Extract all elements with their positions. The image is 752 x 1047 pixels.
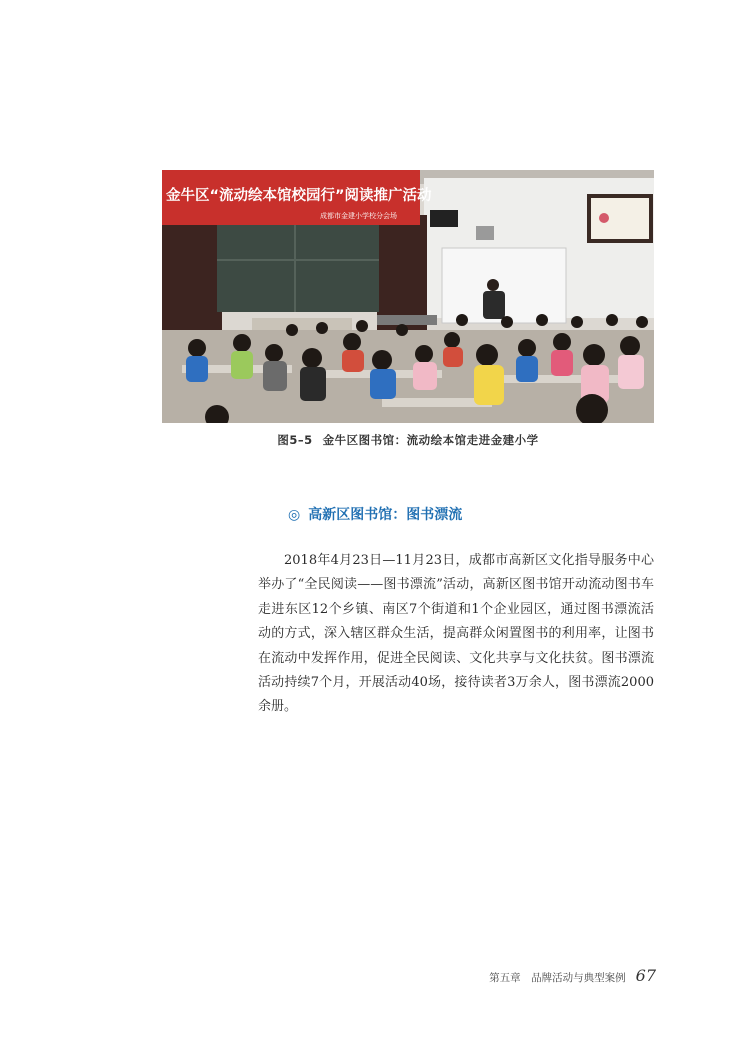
banner-subtitle: 成都市金建小学校分会场 bbox=[320, 212, 397, 220]
chapter-title: 第五章 品牌活动与典型案例 bbox=[489, 972, 626, 984]
section-title: 高新区图书馆：图书漂流 bbox=[308, 507, 463, 523]
page-number: 67 bbox=[635, 966, 656, 985]
figure-number: 图5–5 bbox=[277, 433, 313, 447]
page-footer bbox=[489, 966, 656, 985]
figure-caption-text: 金牛区图书馆：流动绘本馆走进金建小学 bbox=[322, 433, 539, 447]
body-paragraph: 2018年4月23日—11月23日，成都市高新区文化指导服务中心举办了“全民阅读——图书漂流”活动，高新区图书馆开动流动图书车走进东区12个乡镇、南区7个街道和1个企业园区，通过图书漂流活动的方式，深入辖区群众生活，提高群众闲置图书的利用率，让图书在流动中发挥作用，促进全民阅读、文化共享与文化扶贫。图书漂流活动持续7个月，开展活动40场，接待读者3万余人，图书漂流2000余册。 bbox=[258, 553, 654, 715]
banner-title: 金牛区“流动绘本馆校园行”阅读推广活动 bbox=[166, 188, 432, 204]
classroom-photo bbox=[162, 170, 654, 423]
section-marker-icon: ◎ bbox=[288, 507, 301, 523]
classroom-photo-illustration bbox=[162, 170, 654, 423]
figure-caption bbox=[162, 432, 654, 448]
section-heading bbox=[288, 504, 462, 524]
